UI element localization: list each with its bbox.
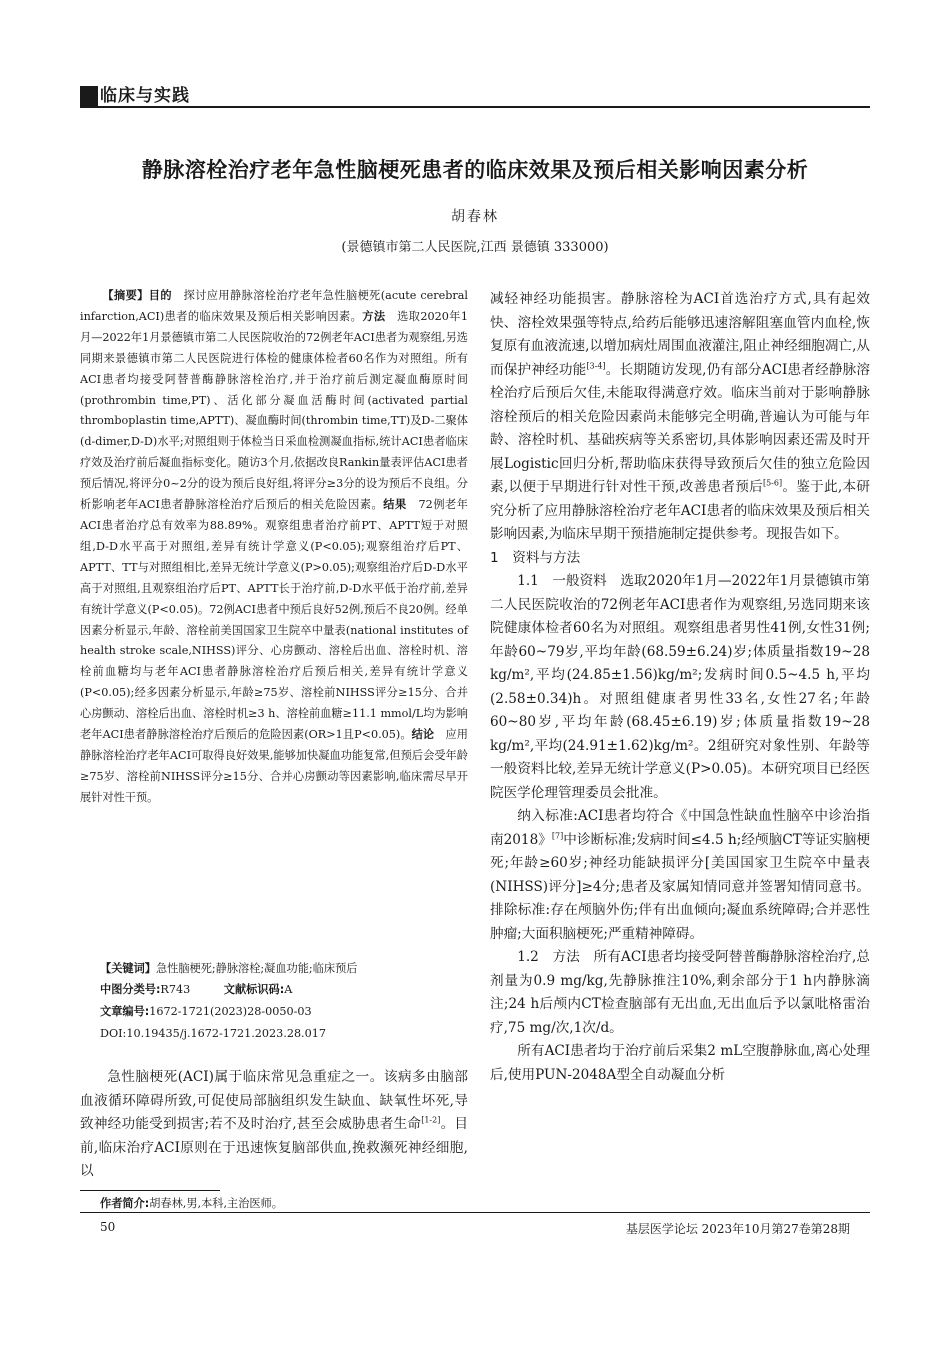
- subsection-general-data: 1.1 一般资料 选取2020年1月—2022年1月景德镇市第二人民医院收治的72例老年ACI患者作为观察组,另选同期来该院健康体检者60名为对照组。观察组患者男性41例,女性31例;年龄60~79岁,平均年龄(68.59±6.24)岁;体质量指数19~28 kg/m²,平均(24.85±1.56)kg/m²;发病时间0.5~4.5 h,平均(2.58±0.34)h。对照组健康者男性33名,女性27名;年龄60~80岁,平均年龄(68.45±6.19)岁;体质量指数19~28 kg/m²,平均(24.91±1.62)kg/m²。2组研究对象性别、年龄等一般资料比较,差异无统计学意义(P>0.05)。本研究项目已经医院医学伦理管理委员会批准。: [490, 573, 870, 801]
- keywords-label: 【关键词】: [100, 962, 156, 975]
- objective-label: 目的: [148, 289, 172, 302]
- author-footnote: [100, 1195, 283, 1213]
- body-text: 纳入标准:ACI患者均符合《中国急性缺血性脑卒中诊治指南2018》: [490, 808, 870, 848]
- article-title: 静脉溶栓治疗老年急性脑梗死患者的临床效果及预后相关影响因素分析: [141, 158, 809, 182]
- conclusion-text: 应用静脉溶栓治疗老年ACI可取得良好效果,能够加快凝血功能复常,但预后会受年龄≥75岁、溶栓前NIHSS评分≥15分、合并心房颤动等因素影响,临床需尽早开展针对性干预。: [80, 728, 468, 804]
- footer-rule: [80, 1212, 870, 1213]
- page-number: 50: [100, 1220, 116, 1234]
- intro-paragraph: [80, 1066, 468, 1184]
- author-affiliation: (景德镇市第二人民医院,江西 景德镇 333000): [341, 240, 609, 255]
- citation: [1-2]: [421, 1115, 441, 1125]
- doccode-label: 文献标识码:: [223, 983, 285, 996]
- doi-label: DOI:: [100, 1027, 127, 1040]
- author-note-text: 胡春林,男,本科,主治医师。: [149, 1197, 283, 1210]
- inclusion-criteria: [490, 805, 870, 946]
- subsection-methods: 1.2 方法 所有ACI患者均接受阿替普酶静脉溶栓治疗,总剂量为0.9 mg/kg,先静脉推注10%,剩余部分于1 h内静脉滴注;24 h后颅内CT检查脑部有无出血,无出血后予以氯吡格雷治疗,75 mg/次,1次/d。: [490, 949, 870, 1036]
- keywords-line: [100, 959, 468, 979]
- section-heading: 1 资料与方法: [490, 549, 581, 566]
- results-text: 72例老年ACI患者治疗总有效率为88.89%。观察组患者治疗前PT、APTT短于对照组,D-D水平高于对照组,差异有统计学意义(P<0.05);观察组治疗后PT、APTT、TT与对照组相比,差异无统计学意义(P>0.05);观察组治疗后D-D水平高于对照组,且观察组治疗后PT、APTT长于治疗前,D-D水平低于治疗前,差异有统计学意义(P<0.05)。72例ACI患者中预后良好52例,预后不良20例。经单因素分析显示,年龄、溶栓前美国国家卫生院卒中量表(national institutes of health stroke scale,NIHSS)评分、心房颤动、溶栓后出血、溶栓时机、溶栓前血糖均与老年ACI患者静脉溶栓治疗后预后相关,差异有统计学意义(P<0.05);经多因素分析显示,年龄≥75岁、溶栓前NIHSS评分≥15分、合并心房颤动、溶栓后出血、溶栓时机≥3 h、溶栓前血糖≥11.1 mmol/L均为影响老年ACI患者静脉溶栓治疗后预后的危险因素(OR>1且P<0.05)。: [80, 498, 468, 742]
- header-rule: [80, 106, 870, 108]
- body-text: 。鉴于此,本研究分析了应用静脉溶栓治疗老年ACI患者的临床效果及预后相关影响因素,为临床早期干预措施制定提供参考。现报告如下。: [490, 479, 870, 542]
- results-label: 结果: [383, 498, 407, 512]
- abstract: [80, 286, 468, 809]
- abstract-paragraph: [80, 286, 468, 809]
- doccode: A: [284, 983, 293, 996]
- section-marker: [80, 86, 98, 106]
- abstract-label: 【摘要】: [102, 289, 149, 302]
- section-header: [80, 84, 870, 108]
- citation: [5-6]: [762, 478, 783, 488]
- objective-text: 探讨应用静脉溶栓治疗老年急性脑梗死(acute cerebral infarction,ACI)患者的临床效果及预后相关影响因素。: [80, 289, 468, 323]
- body-text: 。长期随访发现,仍有部分ACI患者经静脉溶栓治疗后预后欠佳,未能取得满意疗效。临床当前对于影响静脉溶栓预后的相关危险因素尚未能够完全明确,普遍认为可能与年龄、溶栓时机、基础疾病等关系密切,具体影响因素还需及时开展Logistic回归分析,帮助临床获得导致预后欠佳的独立危险因素,以便于早期进行针对性干预,改善患者预后: [490, 361, 870, 495]
- clc-code: R743: [160, 983, 191, 996]
- keywords: 急性脑梗死;静脉溶栓;凝血功能;临床预后: [155, 962, 358, 975]
- body-paragraph: 所有ACI患者均于治疗前后采集2 mL空腹静脉血,离心处理后,使用PUN-2048A型全自动凝血分析: [490, 1043, 870, 1083]
- intro-text: 急性脑梗死(ACI)属于临床常见急重症之一。该病多由脑部血液循环障碍所致,可促使局部脑组织发生缺血、缺氧性坏死,导致神经功能受到损害;若不及时治疗,甚至会威胁患者生命: [80, 1069, 468, 1133]
- article-no: 1672-1721(2023)28-0050-03: [149, 1005, 312, 1018]
- citation: [7]: [551, 830, 564, 840]
- introduction: [80, 1066, 468, 1184]
- doi-line: [100, 1024, 468, 1044]
- citation: [3-4]: [586, 360, 606, 370]
- methods-label: 方法: [362, 309, 386, 323]
- classification-line: [100, 980, 468, 1000]
- clc-label: 中图分类号:: [100, 983, 161, 996]
- methods-text: 选取2020年1月—2022年1月景德镇市第二人民医院收治的72例老年ACI患者为观察组,另选同期来景德镇市第二人民医院进行体检的健康体检者60名作为对照组。所有ACI患者均接受阿替普酶静脉溶栓治疗,并于治疗前后测定凝血酶原时间(prothrombin time,PT)、活化部分凝血活酶时间(activated partial thromboplastin time,APTT)、凝血酶时间(thrombin time,TT)及D-二聚体(d-dimer,D-D)水平;对照组则于体检当日采血检测凝血指标,统计ACI患者临床疗效及治疗前后凝血指标变化。随访3个月,依据改良Rankin量表评估ACI患者预后情况,将评分0~2分的设为预后良好组,将评分≥3分的设为预后不良组。分析影响老年ACI患者静脉溶栓治疗后预后的相关危险因素。: [80, 309, 468, 512]
- conclusion-label: 结论: [411, 728, 435, 742]
- journal-info: 基层医学论坛 2023年10月第27卷第28期: [625, 1222, 850, 1236]
- body-text: 中诊断标准;发病时间≤4.5 h;经颅脑CT等证实脑梗死;年龄≥60岁;神经功能缺损评分[美国国家卫生院卒中量表(NIHSS)评分]≥4分;患者及家属知情同意并签署知情同意书。排除标准:存在颅脑外伤;伴有出血倾向;凝血系统障碍;合并恶性肿瘤;大面积脑梗死;严重精神障碍。: [490, 831, 870, 942]
- intro-text-cont: 。目前,临床治疗ACI原则在于迅速恢复脑部供血,挽救濒死神经细胞,以: [80, 1116, 468, 1180]
- author-name: 胡春林: [451, 209, 499, 225]
- right-column: [490, 288, 870, 1087]
- section-title: 临床与实践: [100, 86, 190, 106]
- body-text: 减轻神经功能损害。静脉溶栓为ACI首选治疗方式,具有起效快、溶栓效果强等特点,给药后能够迅速溶解阻塞血管内血栓,恢复原有血液流速,以增加病灶周围血液灌注,阻止神经细胞凋亡,从而保护神经功能: [490, 291, 870, 378]
- article-no-label: 文章编号:: [100, 1005, 150, 1018]
- body-paragraph: [490, 288, 870, 547]
- author-note-label: 作者简介:: [100, 1197, 150, 1210]
- article-number-line: [100, 1002, 468, 1022]
- footnote-rule: [80, 1190, 220, 1191]
- doi: 10.19435/j.1672-1721.2023.28.017: [126, 1027, 326, 1040]
